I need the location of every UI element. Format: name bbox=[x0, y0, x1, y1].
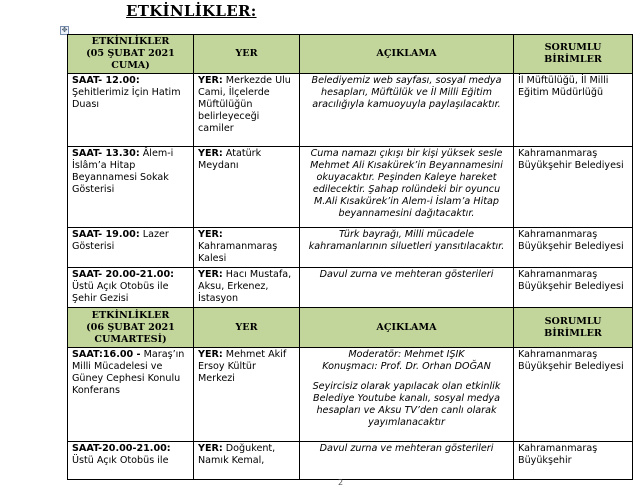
section-title-line: CUMARTESİ) bbox=[94, 333, 167, 345]
description-cell bbox=[300, 228, 514, 268]
time-label: SAAT- 12.00: bbox=[72, 75, 140, 86]
place-label: YER: bbox=[198, 75, 223, 86]
description-cell bbox=[300, 268, 514, 308]
responsible-cell: Kahramanmaraş Büyükşehir Belediyesi bbox=[514, 228, 633, 268]
description-text: Cuma namazı çıkışı bir kişi yüksek sesle Mehmet Ali Kısakürek’in Beyannamesini okuyacaktır. Peşinden Kaleye hareket edilecektir. bbox=[310, 148, 503, 195]
column-header-line: SORUMLU bbox=[544, 315, 602, 327]
description-text: Davul zurna ve mehteran gösterileri bbox=[319, 443, 494, 454]
place-text: Atatürk Meydanı bbox=[198, 148, 262, 171]
description-text: Seyircisiz olarak yapılacak olan etkinlik Belediye Youtube kanalı, sosyal medya hesapları ve Aksu TV’den canlı olarak yayımlanacaktır bbox=[312, 381, 501, 428]
time-cell bbox=[68, 442, 194, 480]
description-cell bbox=[300, 348, 514, 442]
spacer bbox=[304, 373, 509, 381]
section-title bbox=[68, 35, 194, 74]
place-label: YER: bbox=[198, 269, 223, 280]
section-header-row bbox=[68, 308, 633, 348]
responsible-cell: Kahramanmaraş Büyükşehir Belediyesi bbox=[514, 348, 633, 442]
time-cell bbox=[68, 348, 194, 442]
section-header-row bbox=[68, 35, 633, 74]
responsible-cell: İl Müftülüğü, İl Milli Eğitim Müdürlüğü bbox=[514, 74, 633, 147]
responsible-cell: Kahramanmaraş Büyükşehir Belediyesi bbox=[514, 268, 633, 308]
event-name: Maraş’ın Milli Mücadelesi ve Güney Cephesi Konulu Konferans bbox=[72, 349, 185, 396]
time-cell bbox=[68, 74, 194, 147]
place-text: Hacı Mustafa, Aksu, Erkenez, İstasyon bbox=[198, 269, 292, 304]
table-row bbox=[68, 268, 633, 308]
section-title bbox=[68, 308, 194, 348]
page-title: ETKİNLİKLER: bbox=[126, 2, 257, 20]
place-text: Mehmet Akif Ersoy Kültür Merkezi bbox=[198, 349, 287, 384]
column-header-yer: YER bbox=[194, 308, 300, 348]
time-label: SAAT:16.00 - bbox=[72, 349, 141, 360]
table-row bbox=[68, 228, 633, 268]
place-text: Merkezde Ulu Cami, İlçelerde Müftülüğün belirleyeceği camiler bbox=[198, 75, 291, 134]
section-title-line: ETKİNLİKLER bbox=[91, 309, 170, 321]
place-cell bbox=[194, 442, 300, 480]
description-text: Belediyemiz web sayfası, sosyal medya hesapları, Müftülük ve İl Milli Eğitim aracılığıyla kamuoyuyla paylaşılacaktır. bbox=[311, 75, 502, 110]
responsible-cell: Kahramanmaraş Büyükşehir Belediyesi bbox=[514, 147, 633, 228]
column-header-line: BİRİMLER bbox=[544, 54, 602, 65]
place-text: Doğukent, Namık Kemal, bbox=[198, 443, 276, 466]
column-header-line: BİRİMLER bbox=[544, 327, 602, 339]
speaker-text: Konuşmacı: Prof. Dr. Orhan DOĞAN bbox=[322, 361, 491, 372]
place-text: Kahramanmaraş Kalesi bbox=[198, 241, 278, 264]
place-cell bbox=[194, 268, 300, 308]
table-row bbox=[68, 74, 633, 147]
place-label: YER: bbox=[198, 229, 223, 240]
place-cell bbox=[194, 228, 300, 268]
table-row bbox=[68, 348, 633, 442]
place-cell bbox=[194, 74, 300, 147]
event-name: Üstü Açık Otobüs ile bbox=[72, 455, 169, 466]
event-name: Şehitlerimiz İçin Hatim Duası bbox=[72, 87, 181, 110]
time-cell bbox=[68, 147, 194, 228]
column-header-sorumlu bbox=[514, 35, 633, 74]
event-name: Âlem-i İslâm’a Hitap Beyannamesi Sokak Gösterisi bbox=[72, 148, 174, 195]
responsible-cell: Kahramanmaraş Büyükşehir bbox=[514, 442, 633, 480]
page-number: 2 bbox=[338, 478, 344, 487]
place-label: YER: bbox=[198, 443, 223, 454]
section-title-line: (06 ŞUBAT 2021 bbox=[86, 321, 175, 333]
time-label: SAAT-20.00-21.00: bbox=[72, 443, 171, 454]
place-cell bbox=[194, 348, 300, 442]
section-title-line: CUMA) bbox=[111, 60, 150, 71]
column-header-aciklama: AÇIKLAMA bbox=[300, 308, 514, 348]
events-table bbox=[67, 34, 633, 480]
table-row bbox=[68, 147, 633, 228]
place-cell bbox=[194, 147, 300, 228]
section-title-line: ETKİNLİKLER bbox=[91, 36, 170, 47]
column-header-aciklama: AÇIKLAMA bbox=[300, 35, 514, 74]
time-cell bbox=[68, 268, 194, 308]
event-name: Üstü Açık Otobüs ile Şehir Gezisi bbox=[72, 281, 169, 304]
description-text: Türk bayrağı, Milli mücadele kahramanlarının siluetleri yansıtılacaktır. bbox=[308, 229, 505, 252]
time-label: SAAT- 13.30: bbox=[72, 148, 140, 159]
description-cell bbox=[300, 74, 514, 147]
moderator-text: Moderatör: Mehmet IŞIK bbox=[348, 349, 465, 360]
column-header-sorumlu bbox=[514, 308, 633, 348]
table-move-handle-icon[interactable]: ✥ bbox=[61, 26, 68, 34]
description-text: Davul zurna ve mehteran gösterileri bbox=[319, 269, 494, 280]
table-row bbox=[68, 442, 633, 480]
time-label: SAAT- 19.00: bbox=[72, 229, 140, 240]
place-label: YER: bbox=[198, 349, 223, 360]
section-title-line: (05 ŞUBAT 2021 bbox=[86, 48, 175, 59]
description-cell bbox=[300, 442, 514, 480]
description-cell bbox=[300, 147, 514, 228]
column-header-yer: YER bbox=[194, 35, 300, 74]
time-cell bbox=[68, 228, 194, 268]
description-text: Şahap rolündeki bir oyuncu M.Ali Kısakürek’in Alem-i İslam’a Hitap beyannamesini dağıtacaktır. bbox=[314, 184, 501, 219]
event-name: Lazer Gösterisi bbox=[72, 229, 169, 252]
place-label: YER: bbox=[198, 148, 223, 159]
time-label: SAAT- 20.00-21.00: bbox=[72, 269, 174, 280]
column-header-line: SORUMLU bbox=[544, 42, 602, 53]
